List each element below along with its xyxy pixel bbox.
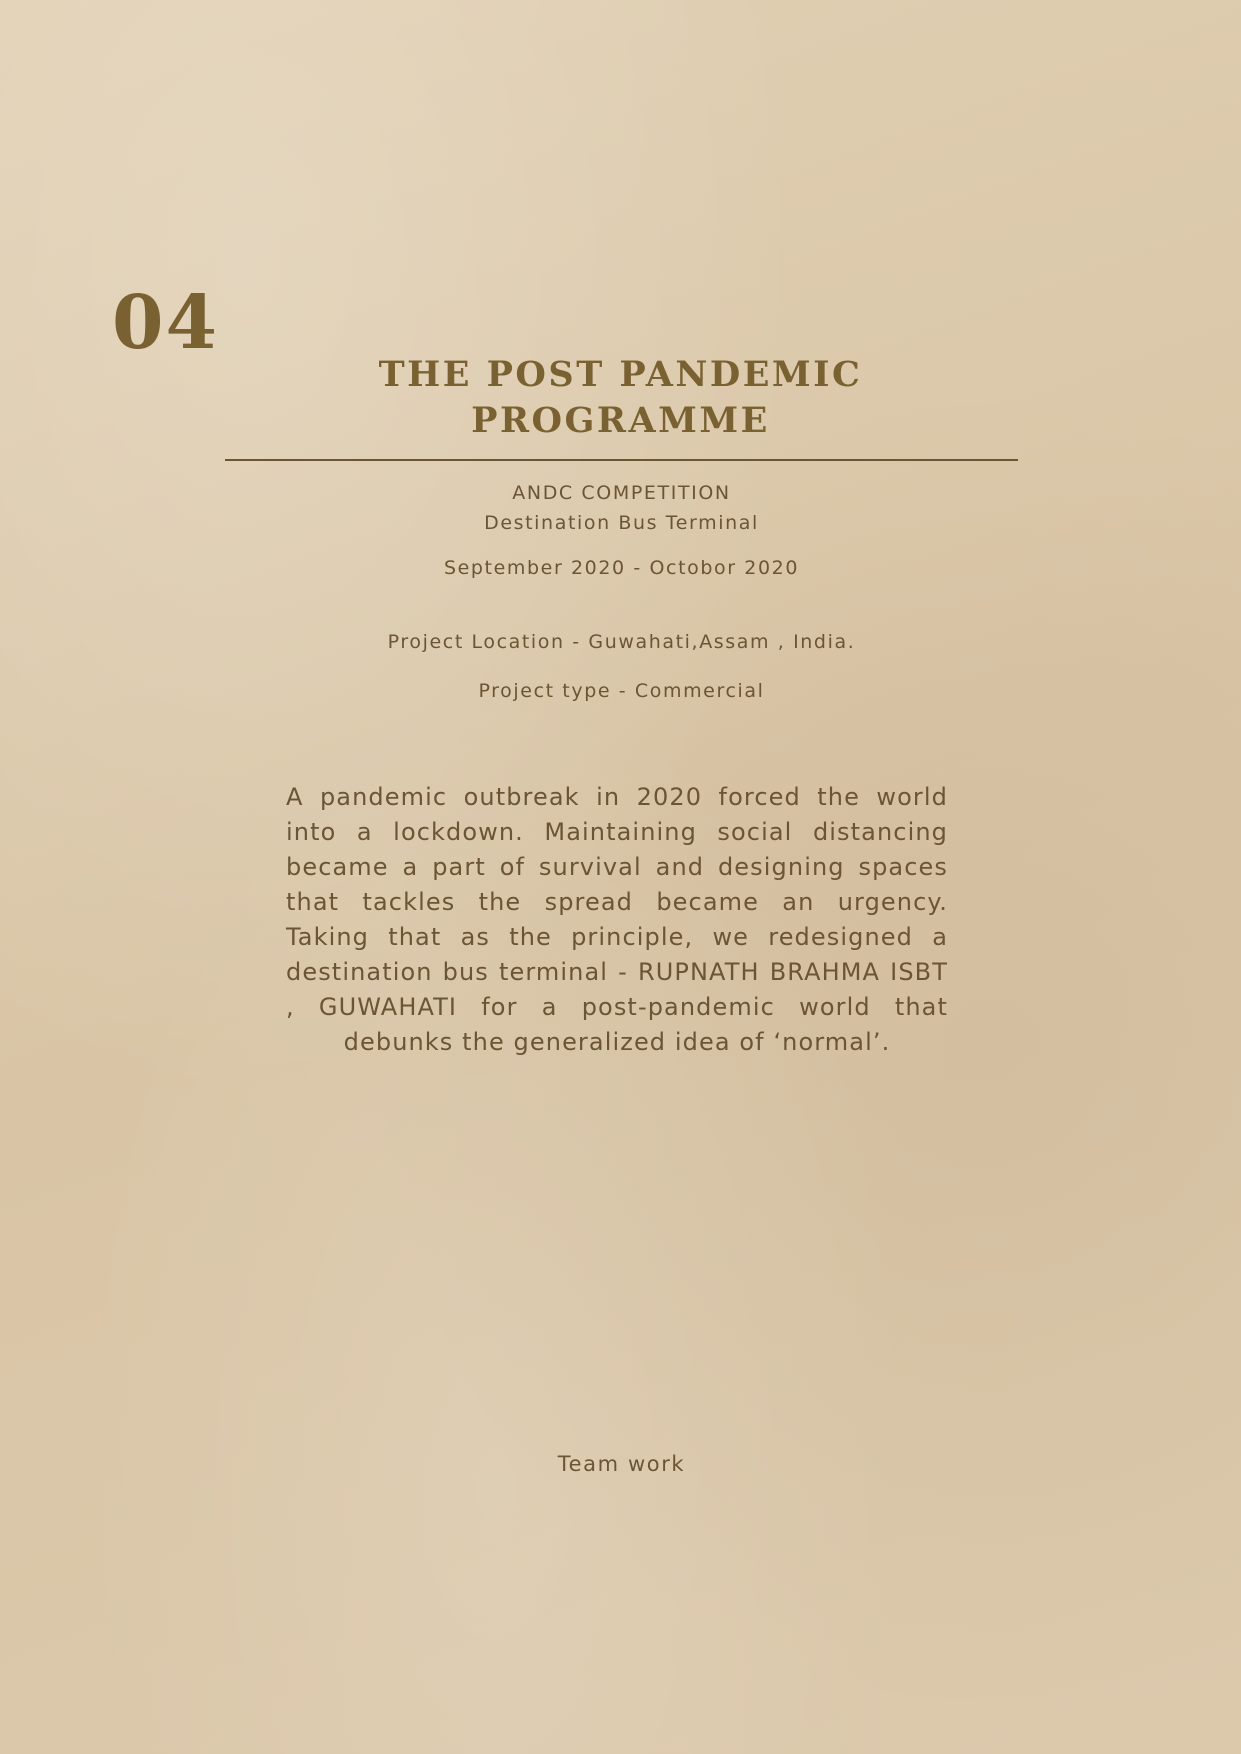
title-line-1: THE POST PANDEMIC bbox=[378, 354, 863, 395]
footer-note: Team work bbox=[557, 1452, 686, 1476]
page-number: 04 bbox=[112, 280, 219, 366]
project-dates: September 2020 - Octobor 2020 bbox=[443, 557, 800, 579]
project-subtitle: Destination Bus Terminal bbox=[484, 512, 759, 534]
project-location: Project Location - Guwahati,Assam , India. bbox=[387, 631, 856, 653]
project-description: A pandemic outbreak in 2020 forced the world into a lockdown. Maintaining social distancing became a part of survival and designing spaces that tackles the spread became an urgency. Taking that as the principle, we redesigned a destination bus terminal - RUPNATH BRAHMA ISBT , GUWAHATI for a post-pandemic world that debunks the generalized idea of ‘normal’. bbox=[286, 783, 948, 1056]
competition-name: ANDC COMPETITION bbox=[512, 482, 731, 504]
page-title bbox=[225, 352, 1016, 444]
title-divider bbox=[225, 459, 1018, 461]
competition-block bbox=[225, 478, 1018, 538]
title-line-2: PROGRAMME bbox=[471, 400, 770, 441]
project-type: Project type - Commercial bbox=[478, 680, 765, 702]
